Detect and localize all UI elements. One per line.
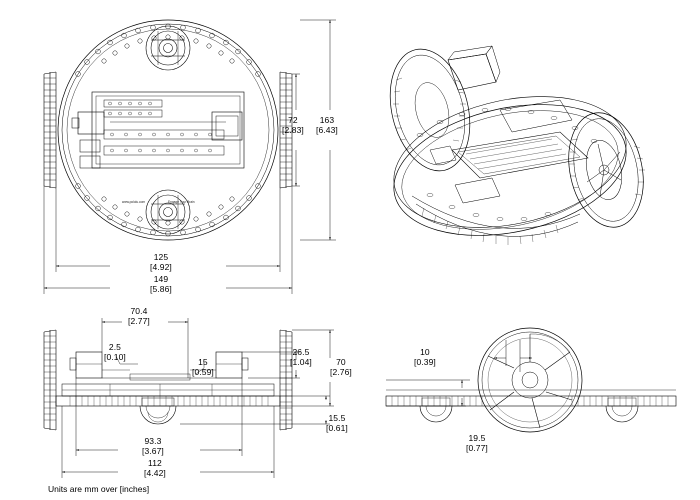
dim-base-width-93-3: 93.3 [3.67]: [142, 436, 164, 456]
dim-deck-width-125: 125 [4.92]: [150, 252, 172, 272]
brand-website: www.pololu.com: [122, 200, 146, 204]
dim-wheel-width-10: 10 [0.39]: [414, 347, 436, 367]
dim-offset-15: 15 [0.59]: [192, 357, 214, 377]
dim-total-height-70: 70 [2.76]: [330, 357, 352, 377]
front-view-dimension-lines: [62, 318, 334, 478]
units-note: Units are mm over [inches]: [48, 484, 150, 494]
top-view-geometry: [44, 20, 292, 240]
dim-axle-height-19-5: 19.5 [0.77]: [466, 433, 488, 453]
brand-tagline: Engage Your Brain: [168, 200, 195, 204]
dim-overall-height-163: 163 [6.43]: [316, 115, 338, 135]
dim-clearance-2-5: 2.5 [0.10]: [104, 342, 126, 362]
dim-motor-span-70-4: 70.4 [2.77]: [128, 306, 150, 326]
iso-view-geometry: [378, 41, 653, 256]
front-view-geometry: [44, 330, 292, 430]
dim-wheel-span-72: 72 [2.83]: [282, 115, 304, 135]
dim-chassis-width-112: 112 [4.42]: [144, 458, 166, 478]
dim-height-26-5: 26.5 [1.04]: [290, 347, 312, 367]
dim-ground-clearance-15-5: 15.5 [0.61]: [326, 413, 348, 433]
dim-overall-width-149: 149 [5.86]: [150, 274, 172, 294]
